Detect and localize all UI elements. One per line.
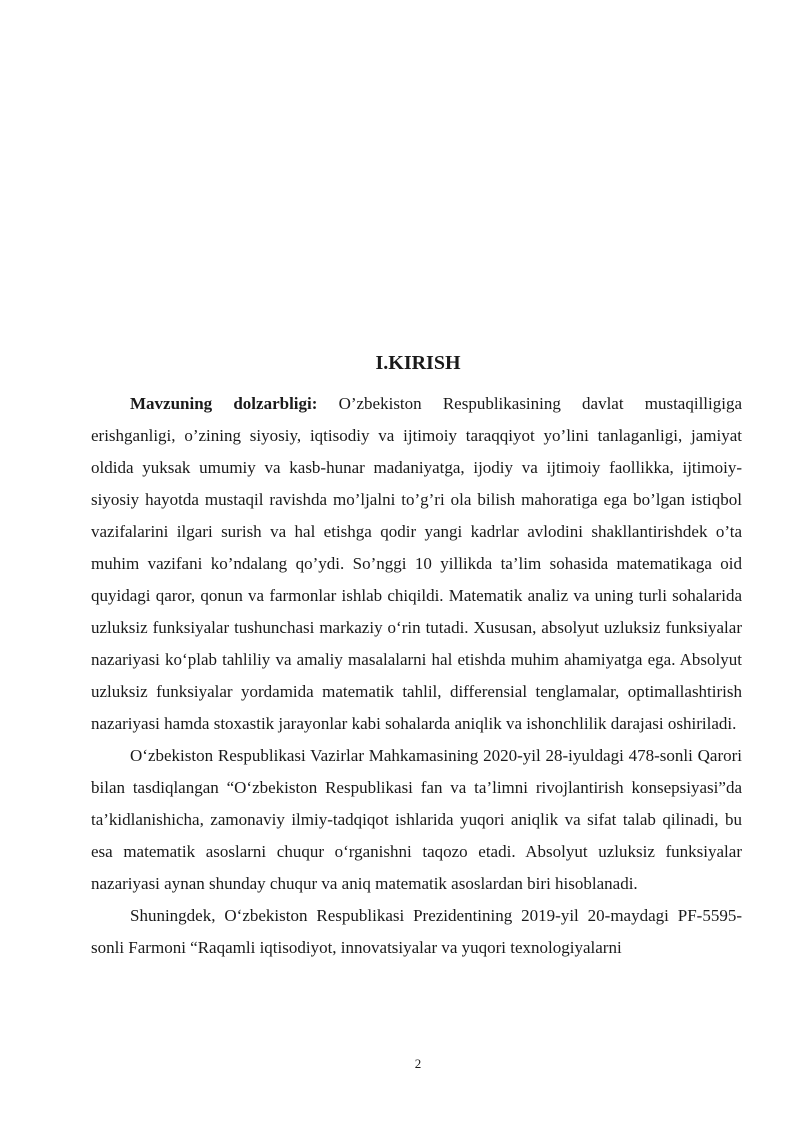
- section-heading: I.KIRISH: [375, 352, 461, 374]
- paragraph-text: Shuningdek, O‘zbekiston Respublikasi Prezidentining 2019-yil 20-maydagi PF-5595-sonli Farmoni “Raqamli iqtisodiyot, innovatsiyalar va yuqori texnologiyalarni: [91, 906, 742, 957]
- paragraph-text: O’zbekiston Respublikasining davlat mustaqilligiga erishganligi, o’zining siyosiy, iqtisodiy va ijtimoiy taraqqiyot yo’lini tanlaganligi, jamiyat oldida yuksak umumiy va kasb-hunar madaniyatga, ijodiy va ijtimoiy faollikka, ijtimoiy-siyosiy hayotda mustaqil ravishda mo’ljalni to’g’ri ola bilish mahoratiga ega bo’lgan istiqbol vazifalarini ilgari surish va hal etishga qodir yangi kadrlar avlodini shakllantirishdek o’ta muhim vazifani ko’ndalang qo’ydi. So’nggi 10 yillikda ta’lim sohasida matematikaga oid quyidagi qaror, qonun va farmonlar ishlab chiqildi. Matematik analiz va uning turli sohalarida uzluksiz funksiyalar tushunchasi markaziy o‘rin tutadi. Xususan, absolyut uzluksiz funksiyalar nazariyasi ko‘plab tahliliy va amaliy masalalarni hal etishda muhim ahamiyatga ega. Absolyut uzluksiz funksiyalar yordamida matematik tahlil, differensial tenglamalar, optimallashtirish nazariyasi hamda stoxastik jarayonlar kabi sohalarda aniqlik va ishonchlilik darajasi oshiriladi.: [91, 394, 743, 733]
- page-number: 2: [414, 1056, 422, 1071]
- paragraph-text: O‘zbekiston Respublikasi Vazirlar Mahkamasining 2020-yil 28-iyuldagi 478-sonli Qarori bilan tasdiqlangan “O‘zbekiston Respublikasi fan va ta’limni rivojlantirish konsepsiyasi”da ta’kidlanishicha, zamonaviy ilmiy-tadqiqot ishlarida yuqori aniqlik va sifat talab qilinadi, bu esa matematik asoslarni chuqur o‘rganishni taqozo etadi. Absolyut uzluksiz funksiyalar nazariyasi aynan shunday chuqur va aniq matematik asoslardan biri hisoblanadi.: [91, 746, 742, 893]
- paragraph-lead: Mavzuning dolzarbligi:: [130, 394, 318, 413]
- paragraph-decree: [91, 900, 742, 964]
- paragraph-resolution: [91, 740, 742, 900]
- paragraph-relevance: [91, 388, 742, 740]
- body-text: [91, 388, 742, 964]
